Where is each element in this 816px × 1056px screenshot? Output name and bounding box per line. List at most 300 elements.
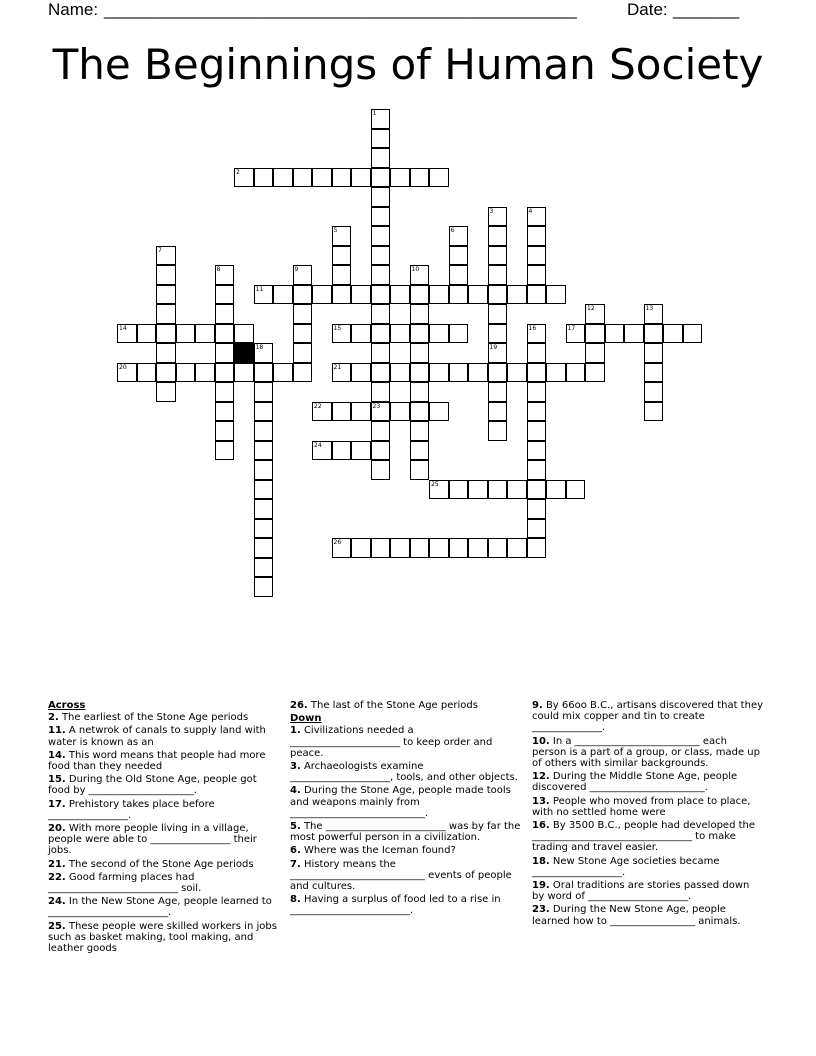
crossword-cell[interactable]: [527, 343, 547, 363]
crossword-cell[interactable]: [215, 343, 235, 363]
clue-item: [290, 700, 522, 711]
clue-item: [48, 859, 280, 870]
clue-item: [290, 761, 522, 783]
crossword-cell[interactable]: [351, 402, 371, 422]
date-label: Date:: [627, 0, 673, 19]
crossword-cell[interactable]: [546, 285, 566, 305]
page-title: The Beginnings of Human Society: [52, 40, 764, 89]
clue-number: 6: [450, 227, 455, 234]
clue-item: [290, 845, 522, 856]
crossword-cell[interactable]: [137, 324, 157, 344]
crossword-cell[interactable]: [527, 538, 547, 558]
crossword-cell[interactable]: [390, 168, 410, 188]
crossword-cell[interactable]: [468, 480, 488, 500]
crossword-cell[interactable]: [351, 538, 371, 558]
crossword-cell[interactable]: [644, 324, 664, 344]
crossword-cell[interactable]: [507, 285, 527, 305]
crossword-cell[interactable]: [254, 577, 274, 597]
clue-text: Having a surplus of food led to a rise in ________________________.: [290, 894, 501, 917]
clue-text: Good farming places had __________________________ soil.: [48, 871, 202, 895]
crossword-cell[interactable]: [117, 363, 137, 383]
crossword-cell[interactable]: [156, 343, 176, 363]
crossword-cell[interactable]: [488, 382, 508, 402]
crossword-cell[interactable]: [332, 441, 352, 461]
clue-text: The last of the Stone Age periods: [307, 700, 478, 711]
crossword-cell[interactable]: [332, 265, 352, 285]
crossword-cell[interactable]: [371, 187, 391, 207]
crossword-cell[interactable]: [137, 363, 157, 383]
crossword-cell[interactable]: [254, 460, 274, 480]
crossword-cell[interactable]: [585, 324, 605, 344]
clue-number: 12: [587, 305, 595, 312]
across-heading: Across: [48, 700, 86, 711]
crossword-cell[interactable]: [254, 168, 274, 188]
clue-text: In the New Stone Age, people learned to ________________________.: [48, 896, 272, 919]
clue-number: 12.: [532, 771, 550, 783]
crossword-cell[interactable]: [566, 480, 586, 500]
clue-number: 7: [158, 246, 162, 254]
clue-number: 1: [372, 110, 377, 117]
clue-number: 11: [255, 285, 264, 293]
crossword-cell[interactable]: [527, 441, 547, 461]
crossword-cell[interactable]: [507, 538, 527, 558]
clue-number: 20.: [48, 823, 66, 835]
crossword-cell[interactable]: [410, 460, 430, 480]
crossword-cell[interactable]: [351, 324, 371, 344]
crossword-cell[interactable]: [312, 441, 332, 461]
crossword-cell[interactable]: [195, 324, 215, 344]
clue-item: [532, 700, 764, 734]
crossword-cell[interactable]: [468, 538, 488, 558]
blocked-cell: [234, 343, 254, 363]
crossword-cell[interactable]: [293, 168, 313, 188]
clue-number: 4.: [290, 785, 301, 797]
crossword-cell[interactable]: [488, 343, 508, 363]
crossword-cell[interactable]: [273, 363, 293, 383]
crossword-cell[interactable]: [371, 441, 391, 461]
crossword-cell[interactable]: [273, 285, 293, 305]
clue-text: During the Stone Age, people made tools and weapons mainly from ___________________________.: [290, 785, 511, 819]
crossword-cell[interactable]: [429, 168, 449, 188]
clue-number: 13.: [532, 795, 550, 807]
clue-number: 15.: [48, 774, 66, 786]
crossword-cell[interactable]: [488, 304, 508, 324]
crossword-cell[interactable]: [429, 363, 449, 383]
clue-item: [290, 859, 522, 893]
clue-number: 26: [333, 539, 342, 546]
crossword-cell[interactable]: [585, 343, 605, 363]
clue-number: 5: [333, 227, 338, 234]
crossword-cell[interactable]: [546, 363, 566, 383]
crossword-cell[interactable]: [332, 363, 352, 383]
crossword-cell[interactable]: [254, 402, 274, 422]
clue-item: [48, 872, 280, 894]
clue-item: [532, 771, 764, 793]
crossword-cell[interactable]: [527, 519, 547, 539]
crossword-cell[interactable]: [683, 324, 703, 344]
crossword-cell[interactable]: [176, 363, 196, 383]
crossword-cell[interactable]: [449, 265, 469, 285]
crossword-cell[interactable]: [507, 480, 527, 500]
crossword-cell[interactable]: [312, 168, 332, 188]
crossword-cell[interactable]: [215, 363, 235, 383]
crossword-cell[interactable]: [371, 285, 391, 305]
crossword-cell[interactable]: [527, 363, 547, 383]
crossword-cell[interactable]: [215, 441, 235, 461]
crossword-cell[interactable]: [488, 324, 508, 344]
down-clue-list: [290, 725, 522, 916]
crossword-cell[interactable]: [215, 402, 235, 422]
crossword-cell[interactable]: [488, 226, 508, 246]
crossword-cell[interactable]: [371, 363, 391, 383]
crossword-cell[interactable]: [527, 207, 547, 227]
crossword-cell[interactable]: [410, 441, 430, 461]
clue-number: 10.: [532, 735, 550, 747]
across-clue-list-continued: [290, 700, 522, 711]
clue-text: The earliest of the Stone Age periods: [58, 712, 249, 724]
crossword-cell[interactable]: [332, 402, 352, 422]
clue-text: People who moved from place to place, with no settled home were: [532, 795, 751, 818]
crossword-cell[interactable]: [371, 324, 391, 344]
clue-item: [48, 750, 280, 772]
crossword-cell[interactable]: [293, 265, 313, 285]
clue-item: [48, 712, 280, 723]
crossword-cell[interactable]: [371, 168, 391, 188]
crossword-cell[interactable]: [332, 285, 352, 305]
crossword-cell[interactable]: [449, 226, 469, 246]
clue-item: [532, 856, 764, 878]
crossword-cell[interactable]: [332, 538, 352, 558]
crossword-cell[interactable]: [488, 421, 508, 441]
clue-text: With more people living in a village, people were able to ________________ their jobs.: [48, 823, 257, 857]
crossword-cell[interactable]: [449, 480, 469, 500]
crossword-cell[interactable]: [371, 207, 391, 227]
crossword-cell[interactable]: [332, 168, 352, 188]
crossword-cell[interactable]: [527, 285, 547, 305]
crossword-cell[interactable]: [546, 480, 566, 500]
crossword-cell[interactable]: [488, 538, 508, 558]
crossword-cell[interactable]: [488, 285, 508, 305]
clue-text: The second of the Stone Age periods: [65, 858, 254, 870]
crossword-cell[interactable]: [410, 421, 430, 441]
crossword-cell[interactable]: [371, 109, 391, 129]
clue-number: 20: [119, 363, 127, 371]
crossword-cell[interactable]: [429, 285, 449, 305]
crossword-cell[interactable]: [371, 402, 391, 422]
crossword-cell[interactable]: [254, 343, 274, 363]
crossword-cell[interactable]: [585, 304, 605, 324]
crossword-cell[interactable]: [488, 363, 508, 383]
clue-number: 15: [333, 324, 342, 332]
clue-text: This word means that people had more food than they needed: [48, 749, 266, 773]
name-blank[interactable]: __________________________________________________: [104, 0, 577, 19]
crossword-cell[interactable]: [390, 285, 410, 305]
clue-item: [48, 823, 280, 857]
crossword-cell[interactable]: [449, 538, 469, 558]
crossword-cell[interactable]: [410, 304, 430, 324]
clue-number: 17.: [48, 798, 66, 810]
crossword-cell[interactable]: [390, 363, 410, 383]
down-heading: Down: [290, 713, 322, 725]
crossword-cell[interactable]: [390, 402, 410, 422]
crossword-cell[interactable]: [293, 343, 313, 363]
crossword-cell[interactable]: [449, 246, 469, 266]
crossword-cell[interactable]: [527, 421, 547, 441]
crossword-cell[interactable]: [371, 148, 391, 168]
crossword-cell[interactable]: [527, 324, 547, 344]
crossword-cell[interactable]: [527, 499, 547, 519]
clue-number: 25: [431, 480, 439, 488]
crossword-cell[interactable]: [410, 363, 430, 383]
clue-text: A netwrok of canals to supply land with water is known as an: [48, 725, 266, 748]
clue-number: 26.: [290, 700, 308, 711]
crossword-cell[interactable]: [312, 285, 332, 305]
clue-text: Oral traditions are stories passed down by word of ____________________.: [532, 880, 750, 903]
clue-number: 1.: [290, 725, 301, 737]
crossword-cell[interactable]: [215, 382, 235, 402]
crossword-cell[interactable]: [332, 324, 352, 344]
crossword-cell[interactable]: [156, 324, 176, 344]
crossword-cell[interactable]: [527, 265, 547, 285]
crossword-cell[interactable]: [527, 382, 547, 402]
clue-text: During the Middle Stone Age, people discovered _______________________.: [532, 771, 738, 794]
crossword-cell[interactable]: [527, 402, 547, 422]
crossword-cell[interactable]: [293, 285, 313, 305]
crossword-cell[interactable]: [254, 382, 274, 402]
clues-column-3: [532, 700, 764, 929]
clue-number: 21: [333, 363, 342, 371]
across-clue-list: [48, 712, 280, 954]
clue-item: [290, 785, 522, 819]
clue-number: 22: [314, 402, 322, 410]
crossword-cell[interactable]: [215, 285, 235, 305]
clue-number: 8.: [290, 894, 301, 906]
crossword-cell[interactable]: [410, 324, 430, 344]
clue-item: [290, 894, 522, 916]
crossword-cell[interactable]: [488, 402, 508, 422]
crossword-cell[interactable]: [488, 207, 508, 227]
clue-number: 24.: [48, 896, 66, 908]
crossword-cell[interactable]: [351, 441, 371, 461]
date-blank[interactable]: _______: [673, 0, 740, 19]
crossword-cell[interactable]: [254, 441, 274, 461]
clue-number: 24: [314, 441, 322, 449]
clue-number: 16.: [532, 820, 550, 832]
clue-item: [48, 921, 280, 955]
crossword-cell[interactable]: [215, 265, 235, 285]
clues-column-1: [48, 700, 280, 956]
clue-number: 16: [528, 324, 537, 332]
crossword-cell[interactable]: [234, 324, 254, 344]
crossword-cell[interactable]: [410, 265, 430, 285]
crossword-cell[interactable]: [273, 168, 293, 188]
crossword-cell[interactable]: [527, 226, 547, 246]
clue-text: During the New Stone Age, people learned how to _________________ animals.: [532, 904, 741, 927]
clue-item: [290, 725, 522, 759]
crossword-cell[interactable]: [371, 246, 391, 266]
crossword-cell[interactable]: [371, 343, 391, 363]
crossword-cell[interactable]: [566, 363, 586, 383]
crossword-cell[interactable]: [371, 304, 391, 324]
crossword-cell[interactable]: [449, 285, 469, 305]
crossword-cell[interactable]: [644, 402, 664, 422]
crossword-cell[interactable]: [371, 421, 391, 441]
crossword-cell[interactable]: [254, 519, 274, 539]
clue-item: [48, 799, 280, 821]
crossword-cell[interactable]: [371, 226, 391, 246]
crossword-cell[interactable]: [410, 168, 430, 188]
crossword-cell[interactable]: [644, 382, 664, 402]
crossword-cell[interactable]: [351, 168, 371, 188]
crossword-cell[interactable]: [293, 304, 313, 324]
crossword-cell[interactable]: [254, 499, 274, 519]
clue-number: 3.: [290, 761, 301, 773]
crossword-cell[interactable]: [488, 246, 508, 266]
down-clue-list-continued: [532, 700, 764, 927]
clue-item: [532, 820, 764, 854]
clue-item: [48, 774, 280, 796]
crossword-cell[interactable]: [371, 265, 391, 285]
crossword-cell[interactable]: [527, 480, 547, 500]
clue-text: Civilizations needed a ______________________ to keep order and peace.: [290, 725, 493, 759]
clue-item: [290, 821, 522, 843]
crossword-cell[interactable]: [293, 363, 313, 383]
crossword-cell[interactable]: [390, 324, 410, 344]
clue-number: 4: [528, 207, 533, 215]
clue-number: 19: [489, 344, 498, 351]
clue-number: 23.: [532, 904, 550, 916]
crossword-cell[interactable]: [351, 363, 371, 383]
clue-number: 14: [119, 324, 127, 332]
crossword-cell[interactable]: [624, 324, 644, 344]
clue-number: 2.: [48, 712, 59, 724]
clue-number: 23: [372, 402, 381, 410]
clue-text: During the Old Stone Age, people got food by _____________________.: [48, 774, 257, 797]
crossword-cell[interactable]: [117, 324, 137, 344]
crossword-cell[interactable]: [429, 324, 449, 344]
clue-item: [532, 796, 764, 818]
crossword-cell[interactable]: [585, 363, 605, 383]
crossword-cell[interactable]: [156, 382, 176, 402]
clue-number: 9.: [532, 700, 543, 711]
crossword-cell[interactable]: [429, 480, 449, 500]
clue-number: 8: [216, 266, 221, 273]
clue-item: [48, 896, 280, 918]
clue-number: 7.: [290, 858, 301, 870]
crossword-cell[interactable]: [254, 285, 274, 305]
clue-text: Prehistory takes place before ________________.: [48, 798, 215, 821]
crossword-cell[interactable]: [156, 246, 176, 266]
crossword-cell[interactable]: [215, 304, 235, 324]
clue-text: In a _________________________ each person is a part of a group, or class, made up of others with similar backgrounds.: [532, 735, 760, 770]
clue-number: 10: [411, 266, 420, 273]
name-label: Name:: [48, 0, 103, 19]
crossword-cell[interactable]: [488, 265, 508, 285]
clue-number: 17: [567, 324, 576, 332]
crossword-cell[interactable]: [332, 226, 352, 246]
crossword-cell[interactable]: [215, 324, 235, 344]
crossword-cell[interactable]: [254, 480, 274, 500]
crossword-cell[interactable]: [410, 538, 430, 558]
crossword-cell[interactable]: [156, 304, 176, 324]
crossword-cell[interactable]: [156, 265, 176, 285]
crossword-cell[interactable]: [254, 558, 274, 578]
clues-column-2: [290, 700, 522, 919]
crossword-cell[interactable]: [371, 129, 391, 149]
crossword-cell[interactable]: [410, 402, 430, 422]
crossword-cell[interactable]: [156, 285, 176, 305]
crossword-cell[interactable]: [468, 363, 488, 383]
crossword-cell[interactable]: [215, 421, 235, 441]
crossword-cell[interactable]: [507, 363, 527, 383]
crossword-cell[interactable]: [371, 382, 391, 402]
clue-item: [48, 725, 280, 747]
clue-item: [532, 736, 764, 770]
crossword-cell[interactable]: [663, 324, 683, 344]
crossword-cell[interactable]: [254, 421, 274, 441]
crossword-cell[interactable]: [527, 246, 547, 266]
clue-text: Archaeologists examine ____________________, tools, and other objects.: [290, 761, 518, 784]
crossword-cell[interactable]: [156, 363, 176, 383]
crossword-cell[interactable]: [449, 324, 469, 344]
clue-number: 5.: [290, 821, 301, 833]
clue-text: New Stone Age societies became __________________.: [532, 855, 720, 878]
crossword-cell[interactable]: [429, 402, 449, 422]
crossword-cell[interactable]: [488, 480, 508, 500]
crossword-cell[interactable]: [234, 363, 254, 383]
crossword-cell[interactable]: [332, 246, 352, 266]
crossword-cell[interactable]: [254, 538, 274, 558]
crossword-cell[interactable]: [293, 324, 313, 344]
crossword-cell[interactable]: [566, 324, 586, 344]
crossword-cell[interactable]: [429, 538, 449, 558]
clue-number: 18: [255, 344, 264, 351]
crossword-cell[interactable]: [254, 363, 274, 383]
clue-text: History means the ___________________________ events of people and cultures.: [290, 858, 512, 893]
clue-text: By 3500 B.C., people had developed the ________________________________ to make trading and travel easier.: [532, 820, 756, 854]
crossword-cell[interactable]: [410, 285, 430, 305]
clue-number: 21.: [48, 858, 66, 870]
crossword-cell[interactable]: [312, 402, 332, 422]
clue-text: Where was the Iceman found?: [300, 845, 456, 857]
crossword-cell[interactable]: [410, 382, 430, 402]
clue-text: These people were skilled workers in jobs such as basket making, tool making, and leather goods: [48, 920, 277, 955]
clue-number: 19.: [532, 880, 550, 892]
clue-item: [532, 904, 764, 926]
crossword-cell[interactable]: [449, 363, 469, 383]
crossword-cell[interactable]: [351, 285, 371, 305]
crossword-cell[interactable]: [527, 460, 547, 480]
clue-text: The ________________________ was by far the most powerful person in a civilization.: [290, 821, 521, 844]
crossword-cell[interactable]: [644, 343, 664, 363]
clue-number: 9: [294, 266, 299, 273]
crossword-cell[interactable]: [468, 285, 488, 305]
clue-number: 11.: [48, 725, 66, 737]
crossword-cell[interactable]: [644, 363, 664, 383]
clue-number: 14.: [48, 749, 66, 761]
clue-number: 22.: [48, 871, 66, 883]
crossword-cell[interactable]: [195, 363, 215, 383]
clue-number: 25.: [48, 920, 66, 932]
crossword-cell[interactable]: [371, 460, 391, 480]
crossword-cell[interactable]: [234, 168, 254, 188]
crossword-cell[interactable]: [410, 343, 430, 363]
crossword-cell[interactable]: [176, 324, 196, 344]
crossword-cell[interactable]: [605, 324, 625, 344]
crossword-cell[interactable]: [644, 304, 664, 324]
crossword-cell[interactable]: [390, 538, 410, 558]
crossword-cell[interactable]: [371, 538, 391, 558]
